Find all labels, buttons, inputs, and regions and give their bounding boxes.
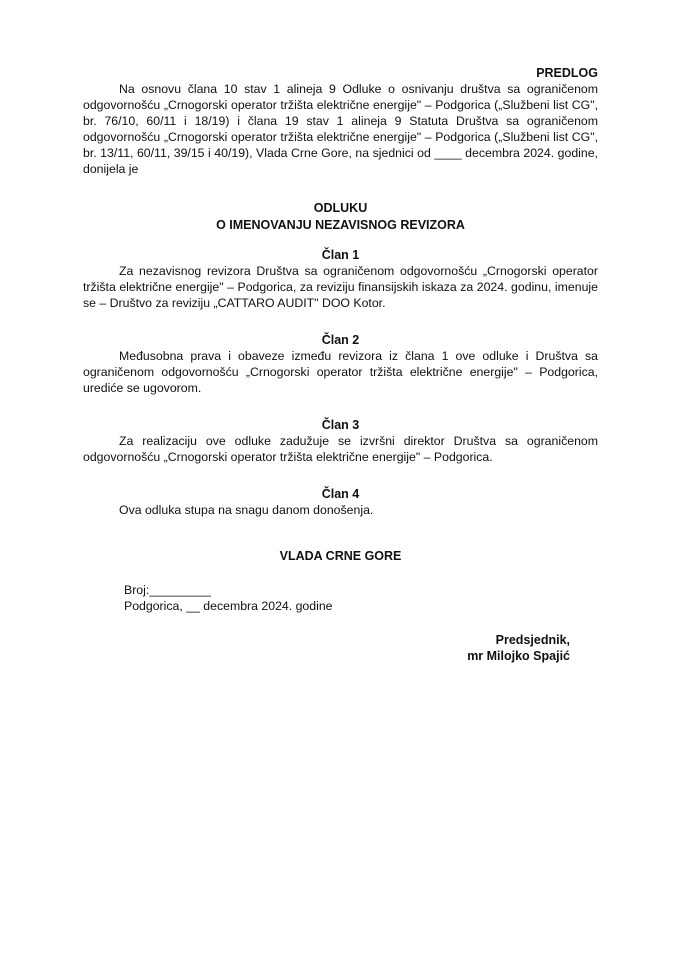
article-4-text: Ova odluka stupa na snagu danom donošenja. xyxy=(119,503,374,517)
article-3-heading: Član 3 xyxy=(321,418,360,432)
decision-subtitle: O IMENOVANJU NEZAVISNOG REVIZORA xyxy=(216,218,465,232)
article-1-text: Za nezavisnog revizora Društva sa ograničenom odgovornošću „Crnogorski operator tržišta električne energije" – Podgorica, za reviziju finansijskih iskaza za 2024. godinu, imenuje se – Društvo za reviziju „CATTARO AUDIT" DOO Kotor. xyxy=(83,264,598,311)
article-3-text: Za realizaciju ove odluke zadužuje se izvršni direktor Društva sa ograničenom odgovornošću „Crnogorski operator tržišta električne energije" – Podgorica. xyxy=(83,434,598,465)
article-2-text: Međusobna prava i obaveze između revizora iz člana 1 ove odluke i Društva sa ograničenom odgovornošću „Crnogorski operator tržišta električne energije" – Podgorica, urediće se ugovorom. xyxy=(83,349,598,396)
signatory-name: mr Milojko Spajić xyxy=(467,649,570,663)
document-number: Broj:_________ xyxy=(124,583,211,597)
article-1-heading: Član 1 xyxy=(321,248,360,262)
proposal-label: PREDLOG xyxy=(536,66,598,80)
preamble-paragraph: Na osnovu člana 10 stav 1 alineja 9 Odluke o osnivanju društva sa ograničenom odgovornošću „Crnogorski operator tržišta električne energije" – Podgorica („Službeni list CG", br. 76/10, 60/11 i 18/19) i člana 19 stav 1 alineja 9 Statuta Društva sa ograničenom odgovornošću „Crnogorski operator tržišta električne energije" – Podgorica („Službeni list CG", br. 13/11, 60/11, 39/15 i 40/19), Vlada Crne Gore, na sjednici od ____ decembra 2024. godine, donijela je xyxy=(83,82,598,177)
article-4-heading: Član 4 xyxy=(321,487,360,501)
decision-title: ODLUKU xyxy=(313,201,368,215)
government-name: VLADA CRNE GORE xyxy=(279,549,402,563)
article-2-heading: Član 2 xyxy=(321,333,360,347)
place-and-date: Podgorica, __ decembra 2024. godine xyxy=(124,599,333,613)
signatory-title: Predsjednik, xyxy=(495,633,570,647)
